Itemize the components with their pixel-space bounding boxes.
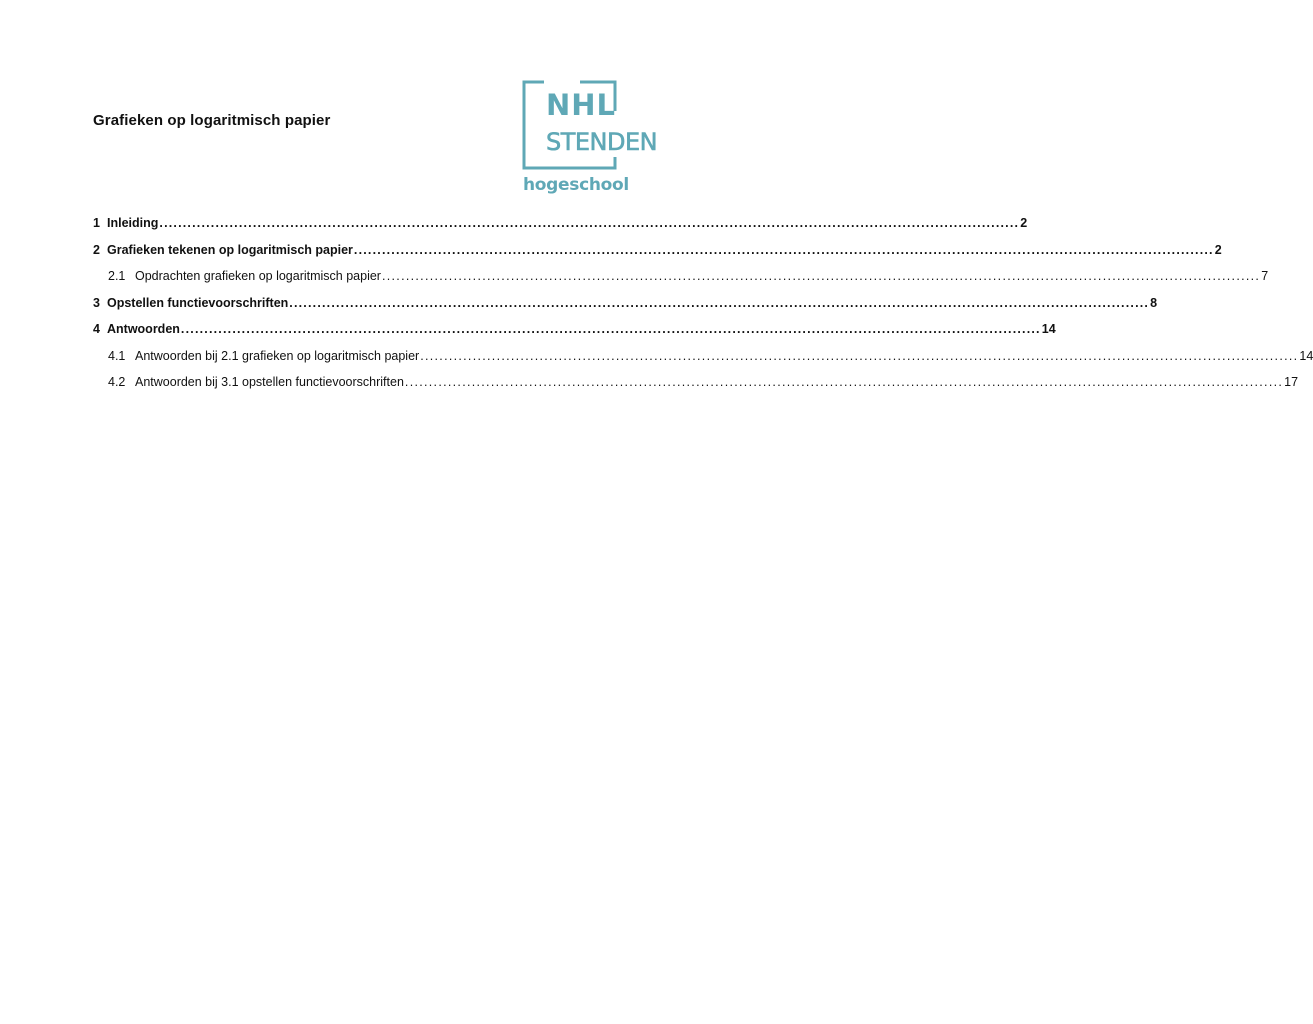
toc-entry-title: Opstellen functievoorschriften <box>107 295 289 310</box>
toc-entry-title: Antwoorden bij 2.1 grafieken op logaritmisch papier <box>135 348 420 363</box>
toc-entry-number: 2.1 <box>108 269 126 283</box>
toc-leader-dots: ........................................................................................................................................................................................ <box>404 375 1284 389</box>
toc-entry-page: 14 <box>1299 348 1313 363</box>
toc-entry[interactable] <box>93 375 1299 402</box>
toc-entry-page: 17 <box>1284 375 1299 389</box>
toc-leader-dots: ........................................................................................................................................................................................ <box>420 348 1299 363</box>
toc-entry[interactable] <box>93 216 1028 243</box>
toc-leader-dots: ........................................................................................................................................................................................ <box>159 216 1020 230</box>
toc-entry[interactable] <box>93 295 1158 323</box>
table-of-contents <box>93 216 1313 402</box>
document-title: Grafieken op logaritmisch papier <box>93 112 331 129</box>
toc-leader-dots: ........................................................................................................................................................................................ <box>289 295 1150 310</box>
toc-entry-title: Antwoorden bij 3.1 opstellen functievoorschriften <box>135 375 404 389</box>
toc-entry-page: 2 <box>1214 242 1222 257</box>
toc-entry-number: 4 <box>93 322 100 336</box>
toc-entry-page: 7 <box>1261 269 1269 283</box>
toc-leader-dots: ........................................................................................................................................................................................ <box>381 269 1261 283</box>
toc-entry[interactable] <box>93 242 1222 270</box>
toc-entry-number: 4.1 <box>108 348 126 363</box>
logo-line3: hogeschool <box>523 175 629 195</box>
toc-entry[interactable] <box>93 322 1056 349</box>
logo-line2: STENDEN <box>546 128 658 156</box>
toc-entry-page: 2 <box>1020 216 1028 230</box>
toc-entry-title: Grafieken tekenen op logaritmisch papier <box>107 242 353 257</box>
toc-entry-number: 4.2 <box>108 375 126 389</box>
toc-entry-number: 2 <box>93 242 100 257</box>
toc-entry-title: Antwoorden <box>107 322 180 336</box>
toc-entry-number: 3 <box>93 295 100 310</box>
toc-entry-page: 14 <box>1041 322 1056 336</box>
toc-entry-number: 1 <box>93 216 100 230</box>
toc-entry-title: Opdrachten grafieken op logaritmisch papier <box>135 269 381 283</box>
toc-entry[interactable] <box>93 269 1269 296</box>
nhl-stenden-logo <box>520 78 680 196</box>
logo-graphic <box>520 78 680 196</box>
logo-line1: NHL <box>546 88 617 122</box>
toc-leader-dots: ........................................................................................................................................................................................ <box>180 322 1041 336</box>
toc-entry-page: 8 <box>1150 295 1158 310</box>
toc-leader-dots: ........................................................................................................................................................................................ <box>353 242 1214 257</box>
toc-entry[interactable] <box>93 348 1313 376</box>
toc-entry-title: Inleiding <box>107 216 159 230</box>
